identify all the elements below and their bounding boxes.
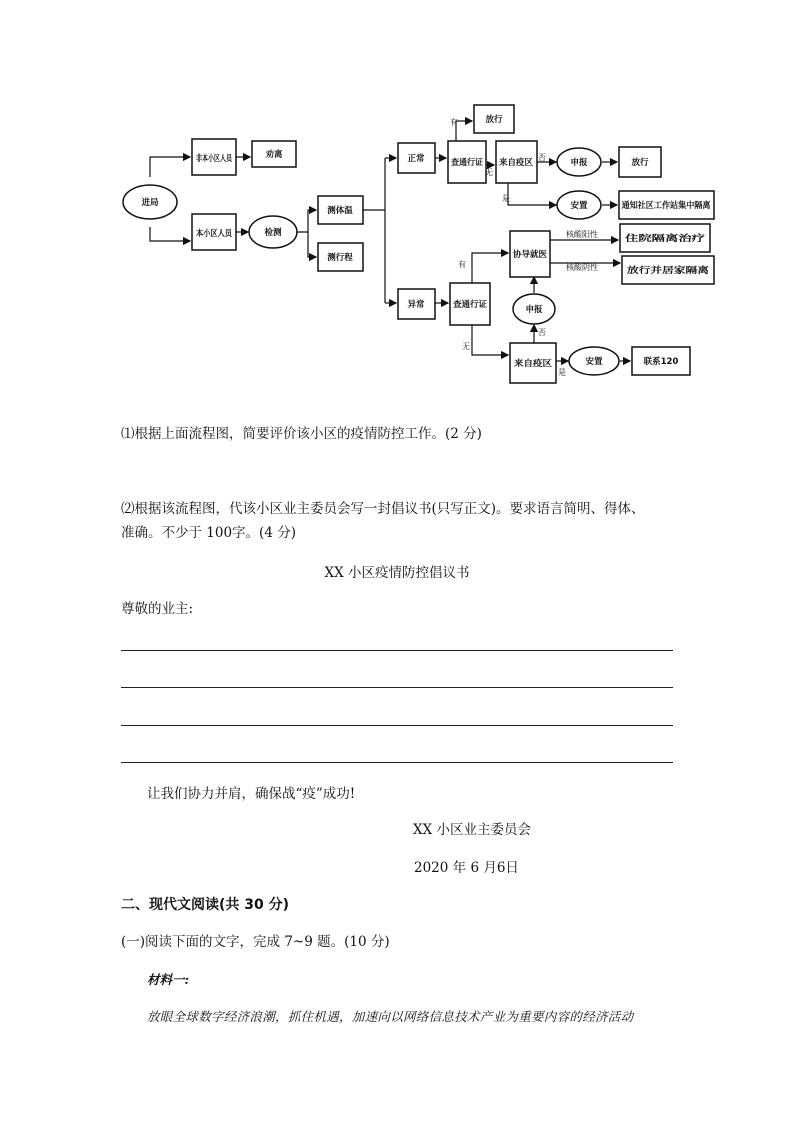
label-entry: 进局 xyxy=(141,198,159,208)
label-check: 检测 xyxy=(264,228,282,238)
question-2-line-2: 准确。不少于 100字。(4 分) xyxy=(121,525,296,541)
label-notify: 通知社区工作站集中隔离 xyxy=(621,201,716,211)
question-2-line-1: ⑵根据该流程图，代该小区业主委员会写一封倡议书(只写正文)。要求语言简明、得体、 xyxy=(121,501,645,517)
answer-line-4[interactable] xyxy=(121,762,673,763)
label-release-right: 放行 xyxy=(631,158,649,168)
letter-closing: 让我们协力并肩，确保战“疫”成功! xyxy=(147,786,356,802)
edge-check-temp xyxy=(297,210,316,232)
label-from-risk-2: 来自疫区 xyxy=(514,359,549,369)
label-check-pass-2: 查通行证 xyxy=(453,300,488,310)
label-dissuade: 劝离 xyxy=(265,150,283,160)
edge-label-no-2: 否 xyxy=(538,328,546,337)
label-normal: 正常 xyxy=(407,154,425,164)
edge-label-yes-2: 是 xyxy=(558,368,566,377)
edge-risk1-settle1 xyxy=(508,183,556,205)
question-1: ⑴根据上面流程图，简要评价该小区的疫情防控工作。(2 分) xyxy=(121,426,482,442)
edge-pass2-assist xyxy=(472,253,508,283)
edge-label-negative: 核酸阴性 xyxy=(566,263,598,272)
label-non-resident: 非本小区人员 xyxy=(196,154,247,164)
label-assist: 协导就医 xyxy=(513,250,548,260)
label-report-1: 申报 xyxy=(570,158,588,168)
letter-date: 2020 年 6 月6日 xyxy=(414,860,519,876)
label-report-2: 申报 xyxy=(525,305,543,315)
answer-line-3[interactable] xyxy=(121,725,673,726)
subsection-title: (一)阅读下面的文字，完成 7~9 题。(10 分) xyxy=(121,934,390,950)
edge-label-has-2: 有 xyxy=(458,260,466,269)
epidemic-control-flowchart xyxy=(110,95,720,405)
edge-check-itinerary xyxy=(308,232,316,257)
section-title: 二、现代文阅读(共 30 分) xyxy=(121,897,290,913)
edge-pass2-risk2 xyxy=(472,325,508,355)
letter-greeting: 尊敬的业主: xyxy=(121,601,194,617)
label-resident: 本小区人员 xyxy=(196,229,239,239)
edge-label-no-1: 否 xyxy=(538,153,546,162)
edge-entry-resident xyxy=(150,227,190,241)
edge-entry-nonresident xyxy=(150,157,190,177)
edge-label-none-2: 无 xyxy=(462,342,470,351)
edge-pass1-release xyxy=(456,121,472,141)
label-release-top: 放行 xyxy=(485,115,503,125)
edge-label-none-1: 无 xyxy=(485,168,493,177)
edge-label-has-1: 有 xyxy=(450,118,458,127)
label-call120: 联系120 xyxy=(643,357,679,367)
label-settle-1: 安置 xyxy=(570,201,588,211)
label-settle-2: 安置 xyxy=(585,357,603,367)
label-hospital: 住院隔离治疗 xyxy=(625,234,677,244)
label-temp: 测体温 xyxy=(327,206,353,216)
edge-label-positive: 核酸阳性 xyxy=(566,230,598,239)
letter-title: XX 小区疫情防控倡议书 xyxy=(324,565,470,581)
label-home-isolation: 放行并居家隔离 xyxy=(627,266,687,276)
label-abnormal: 异常 xyxy=(407,300,425,310)
answer-line-1[interactable] xyxy=(121,650,673,651)
label-from-risk-1: 来自疫区 xyxy=(499,158,534,168)
answer-line-2[interactable] xyxy=(121,687,673,688)
letter-signature: XX 小区业主委员会 xyxy=(413,822,532,838)
label-check-pass-1: 查通行证 xyxy=(451,158,486,168)
edge-label-yes-1: 是 xyxy=(502,194,510,203)
material-text: 放眼全球数字经济浪潮，抓住机遇，加速向以网络信息技术产业为重要内容的经济活动 xyxy=(147,1009,634,1024)
material-label: 材料一: xyxy=(147,972,190,987)
label-itinerary: 测行程 xyxy=(327,253,353,263)
